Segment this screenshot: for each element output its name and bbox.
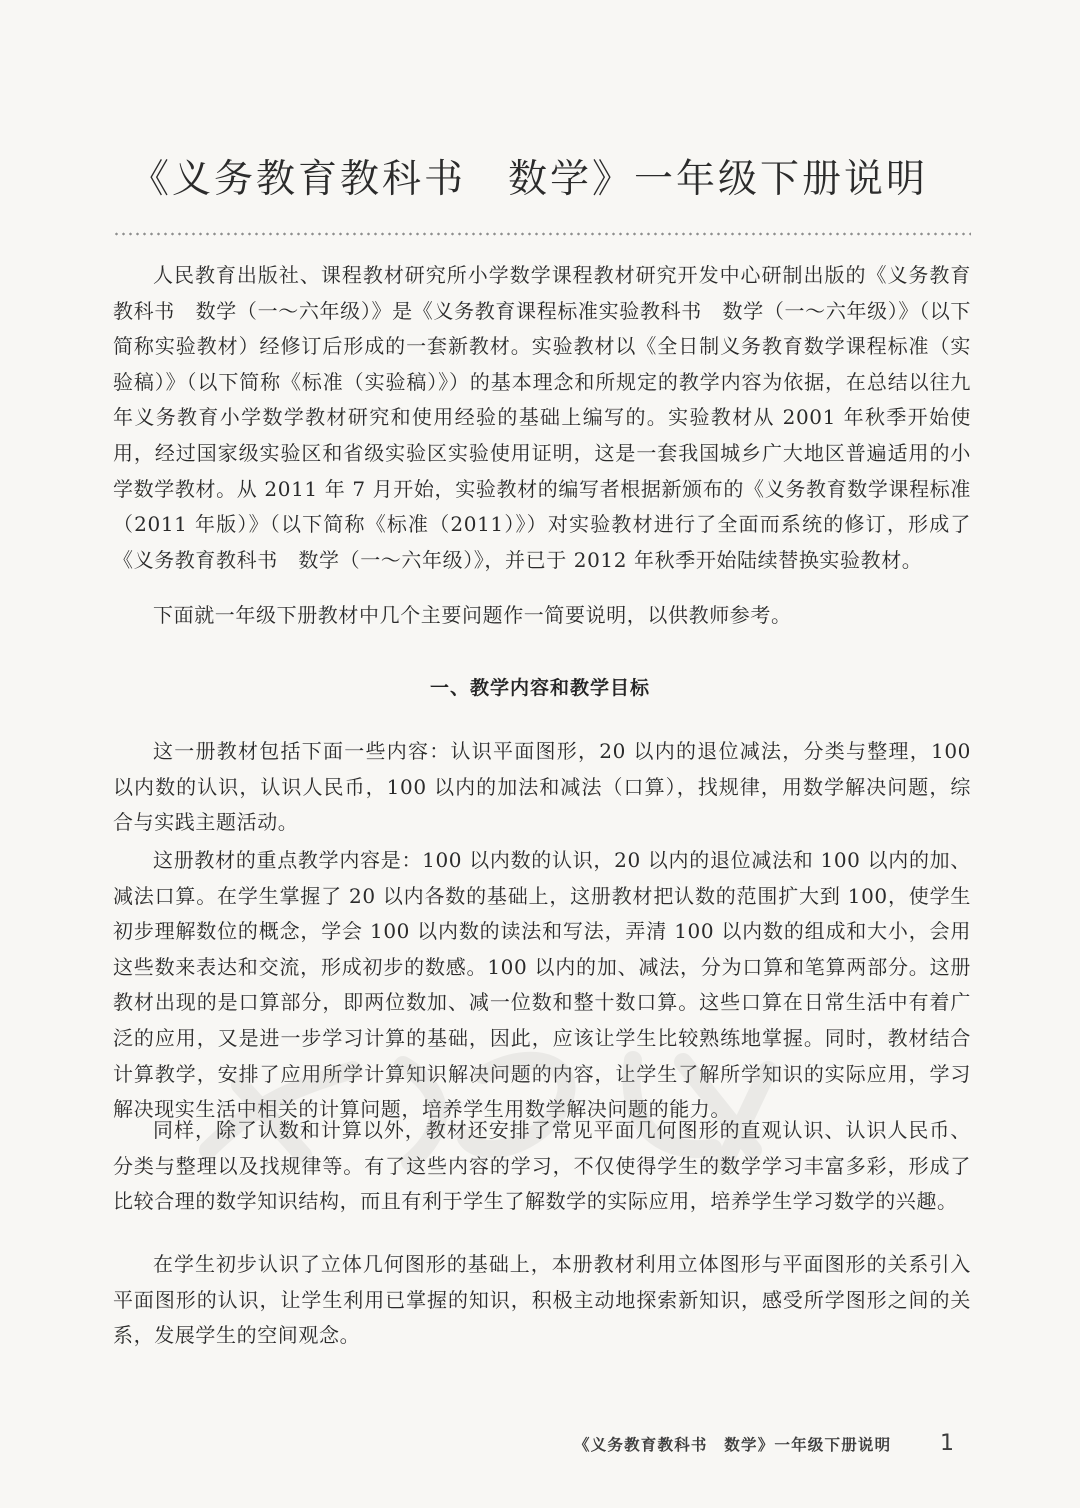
dotted-divider xyxy=(113,232,971,236)
geometry-money-paragraph: 同样，除了认数和计算以外，教材还安排了常见平面几何图形的直观认识、认识人民币、分类与整理以及找规律等。有了这些内容的学习，不仅使得学生的数学学习丰富多彩，形成了比较合理的数学知识结构，而且有利于学生了解数学的实际应用，培养学生学习数学的兴趣。 xyxy=(113,1118,971,1214)
page-footer xyxy=(574,1431,960,1461)
content-list-paragraph: 这一册教材包括下面一些内容：认识平面图形，20 以内的退位减法，分类与整理，100 以内数的认识，认识人民币，100 以内的加法和减法（口算），找规律，用数学解决问题，综合与实践主题活动。 xyxy=(113,739,971,835)
spatial-concept-paragraph: 在学生初步认识了立体几何图形的基础上，本册教材利用立体图形与平面图形的关系引入平面图形的认识，让学生利用已掌握的知识，积极主动地探索新知识，感受所学图形之间的关系，发展学生的空间观念。 xyxy=(113,1252,971,1348)
reference-note-paragraph: 下面就一年级下册教材中几个主要问题作一简要说明，以供教师参考。 xyxy=(153,603,792,627)
key-content-paragraph: 这册教材的重点教学内容是：100 以内数的认识，20 以内的退位减法和 100 以内的加、减法口算。在学生掌握了 20 以内各数的基础上，这册教材把认数的范围扩大到 100，使学生初步理解数位的概念，学会 100 以内数的读法和写法，弄清 100 以内数的组成和大小，会用这些数来表达和交流，形成初步的数感。100 以内的加、减法，分为口算和笔算两部分。这册教材出现的是口算部分，即两位数加、减一位数和整十数口算。这些口算在日常生活中有着广泛的应用，又是进一步学习计算的基础，因此，应该让学生比较熟练地掌握。同时，教材结合计算教学，安排了应用所学计算知识解决问题的内容，让学生了解所学知识的实际应用，学习解决现实生活中相关的计算问题，培养学生用数学解决问题的能力。 xyxy=(113,848,971,1122)
footer-running-title: 《义务教育教科书 数学》一年级下册说明 xyxy=(574,1436,892,1454)
intro-paragraph: 人民教育出版社、课程教材研究所小学数学课程教材研究开发中心研制出版的《义务教育教科书 数学（一～六年级）》是《义务教育课程标准实验教科书 数学（一～六年级）》（以下简称实验教材）经修订后形成的一套新教材。实验教材以《全日制义务教育数学课程标准（实验稿）》（以下简称《标准（实验稿）》）的基本理念和所规定的教学内容为依据，在总结以往九年义务教育小学数学教材研究和使用经验的基础上编写的。实验教材从 2001 年秋季开始使用，经过国家级实验区和省级实验区实验使用证明，这是一套我国城乡广大地区普遍适用的小学数学教材。从 2011 年 7 月开始，实验教材的编写者根据新颁布的《义务教育数学课程标准（2011 年版）》（以下简称《标准（2011）》）对实验教材进行了全面而系统的修订，形成了《义务教育教科书 数学（一～六年级）》，并已于 2012 年秋季开始陆续替换实验教材。 xyxy=(113,263,971,572)
page-number: 1 xyxy=(940,1431,954,1456)
section-heading: 一、教学内容和教学目标 xyxy=(429,677,650,699)
page-title: 《义务教育教科书 数学》一年级下册说明 xyxy=(130,157,929,202)
